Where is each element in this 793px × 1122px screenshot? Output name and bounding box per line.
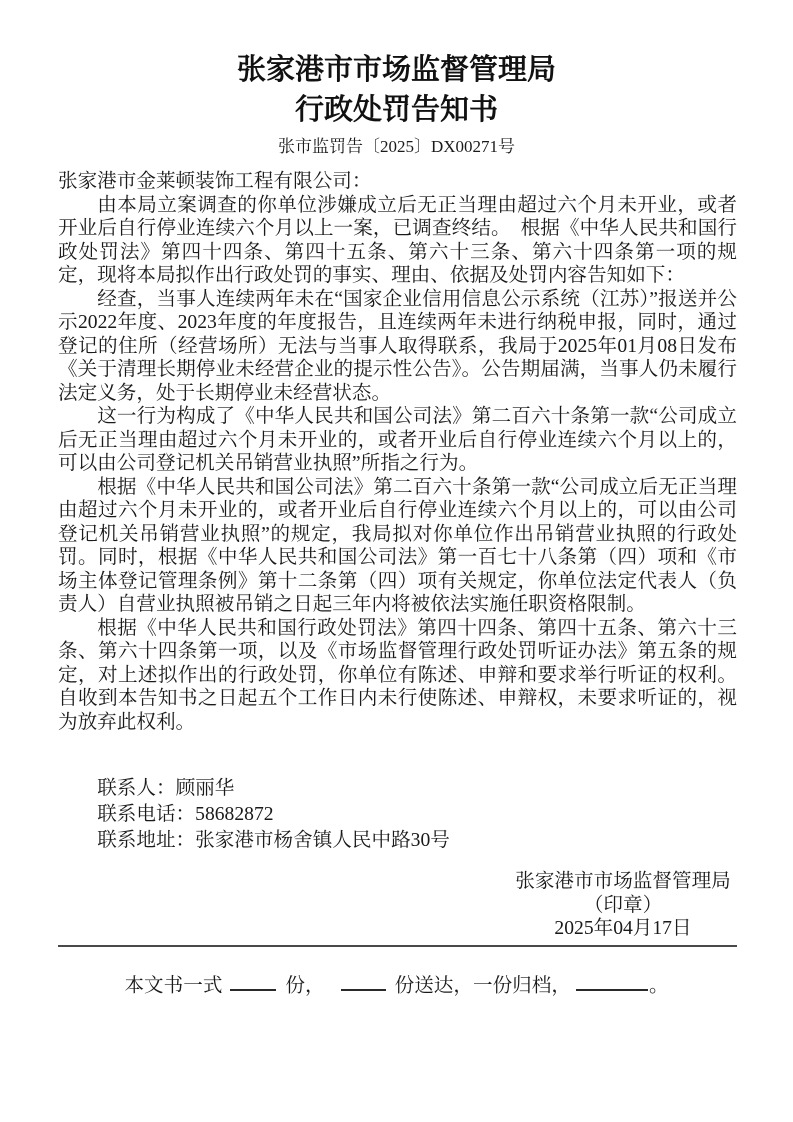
document-header xyxy=(0,0,793,159)
distribution-note-part2: 份， xyxy=(285,975,325,997)
contact-phone-value: 58682872 xyxy=(195,804,274,825)
contact-address-value: 张家港市杨舍镇人民中路30号 xyxy=(195,830,450,851)
issuing-authority-title: 张家港市市场监督管理局 xyxy=(236,54,556,86)
issue-date: 2025年04月17日 xyxy=(554,918,692,939)
contact-address-label: 联系地址： xyxy=(97,830,196,851)
copies-count-blank xyxy=(230,973,276,992)
distribution-note-part3: 份送达，一份归档， xyxy=(394,975,571,997)
contact-person-value: 顾丽华 xyxy=(175,778,235,799)
footer-divider xyxy=(58,945,737,947)
archive-note-blank xyxy=(576,973,648,992)
addressee-line: 张家港市金莱顿装饰工程有限公司： xyxy=(58,171,372,192)
contact-block xyxy=(58,776,737,854)
signature-authority: 张家港市市场监督管理局 xyxy=(515,871,731,892)
contact-address-line xyxy=(97,828,737,854)
contact-phone-label: 联系电话： xyxy=(97,804,196,825)
violation-paragraph: 这一行为构成了《中华人民共和国公司法》第二百六十条第一款“公司成立后无正当理由超过六个月未开业的，或者开业后自行停业连续六个月以上的，可以由公司登记机关吊销营业执照”所指之行为。 xyxy=(58,406,737,474)
contact-person-label: 联系人： xyxy=(97,778,176,799)
contact-person-line xyxy=(97,776,737,802)
contact-phone-line xyxy=(97,802,737,828)
document-body xyxy=(58,170,737,941)
seal-placeholder: （印章） xyxy=(583,894,663,916)
rights-paragraph: 根据《中华人民共和国行政处罚法》第四十四条、第四十五条、第六十三条、第六十四条第一项，以及《市场监督管理行政处罚听证办法》第五条的规定，对上述拟作出的行政处罚，你单位有陈述、申辩和要求举行听证的权利。自收到本告知书之日起五个工作日内未行使陈述、申辩权，未要求听证的，视为放弃此权利。 xyxy=(58,617,737,733)
case-summary-paragraph: 由本局立案调查的你单位涉嫌成立后无正当理由超过六个月未开业，或者开业后自行停业连续六个月以上一案，已调查终结。 根据《中华人民共和国行政处罚法》第四十四条、第四十五条、第六十三条、第六十四条第一项的规定，现将本局拟作出行政处罚的事实、理由、依据及处罚内容告知如下： xyxy=(58,194,737,286)
signature-block xyxy=(508,870,738,941)
penalty-basis-paragraph: 根据《中华人民共和国公司法》第二百六十条第一款“公司成立后无正当理由超过六个月未开业的，或者开业后自行停业连续六个月以上的，可以由公司登记机关吊销营业执照”的规定，我局拟对你单位作出吊销营业执照的行政处罚。同时，根据《中华人民共和国公司法》第一百七十八条第（四）项和《市场主体登记管理条例》第十二条第（四）项有关规定，你单位法定代表人（负责人）自营业执照被吊销之日起三年内将被依法实施任职资格限制。 xyxy=(58,476,737,615)
document-number: 张市监罚告〔2025〕DX00271号 xyxy=(277,137,516,156)
facts-paragraph: 经查，当事人连续两年未在“国家企业信用信息公示系统（江苏）”报送并公示2022年度、2023年度的年度报告，且连续两年未进行纳税申报，同时，通过登记的住所（经营场所）无法与当事人取得联系，我局于2025年01月08日发布《关于清理长期停业未经营企业的提示性公告》。公告期届满，当事人仍未履行法定义务，处于长期停业未经营状态。 xyxy=(58,288,737,404)
document-title: 行政处罚告知书 xyxy=(294,94,498,126)
distribution-note-part4: 。 xyxy=(648,975,669,997)
distribution-note xyxy=(0,973,793,998)
distribution-note-part1: 本文书一式 xyxy=(124,975,223,997)
served-copies-blank xyxy=(341,973,386,992)
